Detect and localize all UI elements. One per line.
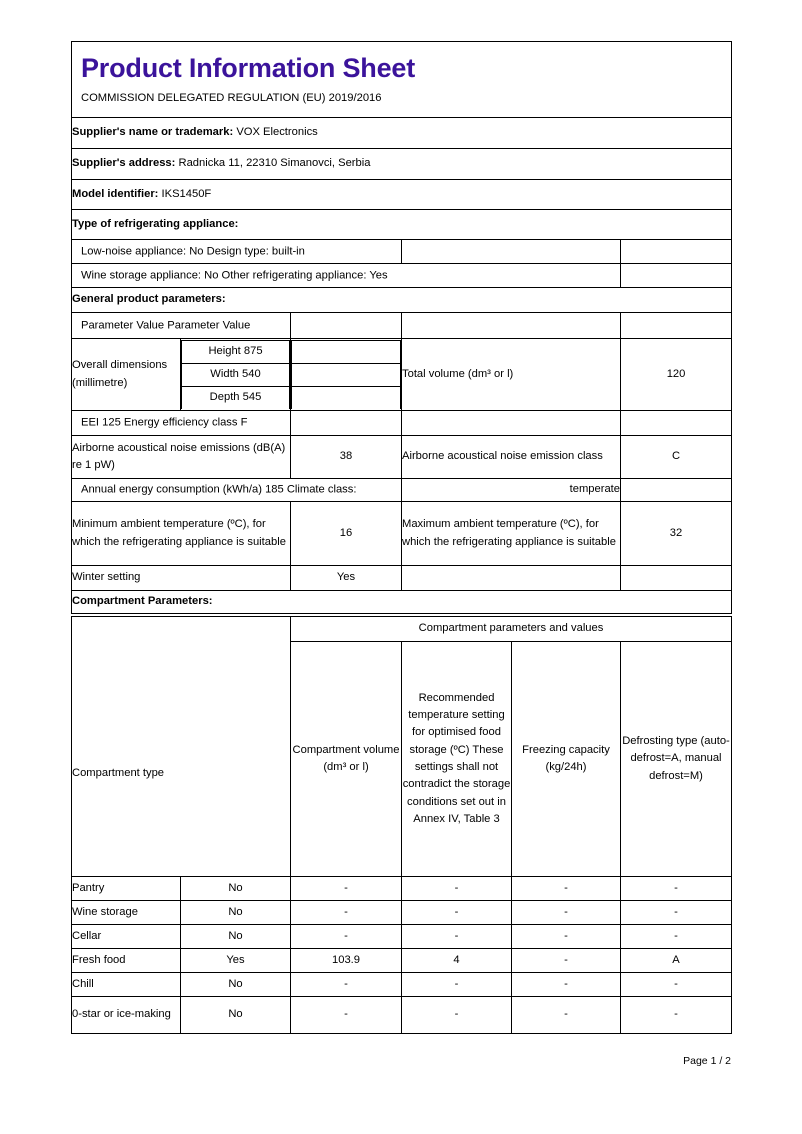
compartment-temperature: - (402, 973, 512, 997)
model-identifier-label: Model identifier: (72, 187, 159, 200)
dimension-name-height: Height (208, 345, 241, 358)
compartment-volume: - (291, 997, 402, 1034)
compartment-present: Yes (181, 949, 291, 973)
noise-emissions-value: 38 (291, 436, 402, 479)
wine-storage-other-appliance-text: Wine storage appliance: No Other refrigerating appliance: Yes (81, 268, 388, 281)
compartment-defrost-type: - (621, 877, 732, 901)
compartment-defrost-type: - (621, 997, 732, 1034)
dimension-value-height: 875 (243, 345, 263, 358)
regulation-row (72, 88, 732, 118)
min-ambient-temperature-label: Minimum ambient temperature (ºC), for which the refrigerating appliance is suitable (72, 502, 291, 566)
annual-energy-row (72, 479, 732, 502)
regulation-text: COMMISSION DELEGATED REGULATION (EU) 2019/2016 (81, 91, 382, 104)
compartment-section-row (72, 591, 732, 614)
general-section-row (72, 288, 732, 313)
appliance-type-row-1 (72, 240, 732, 264)
product-information-table (71, 41, 732, 614)
compartment-present: No (181, 997, 291, 1034)
compartment-type: Chill (72, 973, 181, 997)
max-ambient-temperature-value: 32 (621, 502, 732, 566)
dimension-name-width: Width (210, 368, 239, 381)
parameter-header-row (72, 313, 732, 339)
supplier-address-row (72, 149, 732, 180)
compartment-volume-column-header: Compartment volume (dm³ or l) (291, 642, 402, 877)
recommended-temperature-column-header: Recommended temperature setting for optimised food storage (ºC) These settings shall not contradict the storage conditions set out in Annex IV, Table 3 (402, 642, 512, 877)
overall-dimensions-label: Overall dimensions (millimetre) (72, 339, 181, 411)
parameter-value-header: Parameter Value Parameter Value (81, 318, 251, 331)
table-row (72, 877, 732, 901)
dimension-row-height (182, 340, 290, 363)
compartment-type-column-header: Compartment type (72, 642, 291, 877)
dimension-value-width: 540 (242, 368, 261, 381)
winter-setting-value: Yes (291, 566, 402, 591)
compartment-freezing-capacity: - (512, 901, 621, 925)
dimension-row-depth (182, 386, 290, 409)
model-identifier-value: IKS1450F (161, 187, 212, 200)
compartment-section-label: Compartment Parameters: (72, 591, 732, 614)
supplier-name-label: Supplier's name or trademark: (72, 126, 234, 139)
winter-setting-label: Winter setting (72, 566, 291, 591)
page-footer: Page 1 / 2 (683, 1055, 731, 1067)
noise-class-label: Airborne acoustical noise emission class (402, 436, 621, 479)
compartment-volume: - (291, 925, 402, 949)
compartment-defrost-type: A (621, 949, 732, 973)
compartment-freezing-capacity: - (512, 877, 621, 901)
compartment-type: Cellar (72, 925, 181, 949)
dimensions-grid (181, 340, 290, 410)
compartment-column-header-row (72, 642, 732, 877)
noise-class-value: C (621, 436, 732, 479)
compartment-temperature: - (402, 925, 512, 949)
overall-dimensions-row (72, 339, 732, 411)
compartment-volume: - (291, 973, 402, 997)
supplier-name-row (72, 118, 732, 149)
eei-row (72, 411, 732, 436)
compartment-defrost-type: - (621, 925, 732, 949)
compartment-present: No (181, 925, 291, 949)
low-noise-design-type-text: Low-noise appliance: No Design type: built-in (81, 244, 305, 257)
compartment-temperature: - (402, 877, 512, 901)
annual-energy-climate-text: Annual energy consumption (kWh/a) 185 Climate class: (81, 483, 357, 496)
compartment-type: Wine storage (72, 901, 181, 925)
appliance-type-section-row (72, 210, 732, 240)
compartment-group-header-row (72, 617, 732, 642)
appliance-type-row-2 (72, 264, 732, 288)
dimension-value-depth: 545 (242, 391, 262, 404)
compartment-defrost-type: - (621, 901, 732, 925)
total-volume-value: 120 (621, 339, 732, 411)
table-row (72, 901, 732, 925)
supplier-address-value: Radnicka 11, 22310 Simanovci, Serbia (178, 157, 371, 170)
compartment-freezing-capacity: - (512, 949, 621, 973)
model-identifier-row (72, 180, 732, 210)
title-row (72, 42, 732, 88)
compartment-present: No (181, 877, 291, 901)
dimension-row-width (182, 363, 290, 386)
eei-energy-class-text: EEI 125 Energy efficiency class F (81, 416, 248, 429)
table-row (72, 949, 732, 973)
compartment-present: No (181, 901, 291, 925)
table-row (72, 973, 732, 997)
compartment-group-header: Compartment parameters and values (291, 617, 732, 642)
compartment-type: 0-star or ice-making (72, 997, 181, 1034)
compartment-volume: - (291, 901, 402, 925)
max-ambient-temperature-label: Maximum ambient temperature (ºC), for which the refrigerating appliance is suitable (402, 502, 621, 566)
defrosting-type-column-header: Defrosting type (auto-defrost=A, manual defrost=M) (621, 642, 732, 877)
supplier-address-label: Supplier's address: (72, 157, 176, 170)
compartment-parameters-table (71, 616, 732, 1034)
ambient-temperature-row (72, 502, 732, 566)
min-ambient-temperature-value: 16 (291, 502, 402, 566)
compartment-freezing-capacity: - (512, 997, 621, 1034)
climate-class-value: temperate (402, 479, 621, 502)
table-row (72, 925, 732, 949)
compartment-temperature: - (402, 901, 512, 925)
compartment-temperature: 4 (402, 949, 512, 973)
compartment-defrost-type: - (621, 973, 732, 997)
compartment-freezing-capacity: - (512, 973, 621, 997)
supplier-name-value: VOX Electronics (236, 126, 318, 139)
page-title: Product Information Sheet (81, 53, 416, 83)
compartment-volume: 103.9 (291, 949, 402, 973)
noise-emissions-row (72, 436, 732, 479)
dimension-name-depth: Depth (209, 391, 240, 404)
compartment-type: Fresh food (72, 949, 181, 973)
appliance-type-section-label: Type of refrigerating appliance: (72, 210, 732, 240)
compartment-freezing-capacity: - (512, 925, 621, 949)
compartment-volume: - (291, 877, 402, 901)
general-section-label: General product parameters: (72, 288, 732, 313)
noise-emissions-label: Airborne acoustical noise emissions (dB(A) re 1 pW) (72, 436, 291, 479)
table-row (72, 997, 732, 1034)
dimensions-blank-grid (291, 340, 401, 410)
freezing-capacity-column-header: Freezing capacity (kg/24h) (512, 642, 621, 877)
total-volume-label: Total volume (dm³ or l) (402, 339, 621, 411)
winter-setting-row (72, 566, 732, 591)
compartment-type: Pantry (72, 877, 181, 901)
compartment-present: No (181, 973, 291, 997)
compartment-temperature: - (402, 997, 512, 1034)
